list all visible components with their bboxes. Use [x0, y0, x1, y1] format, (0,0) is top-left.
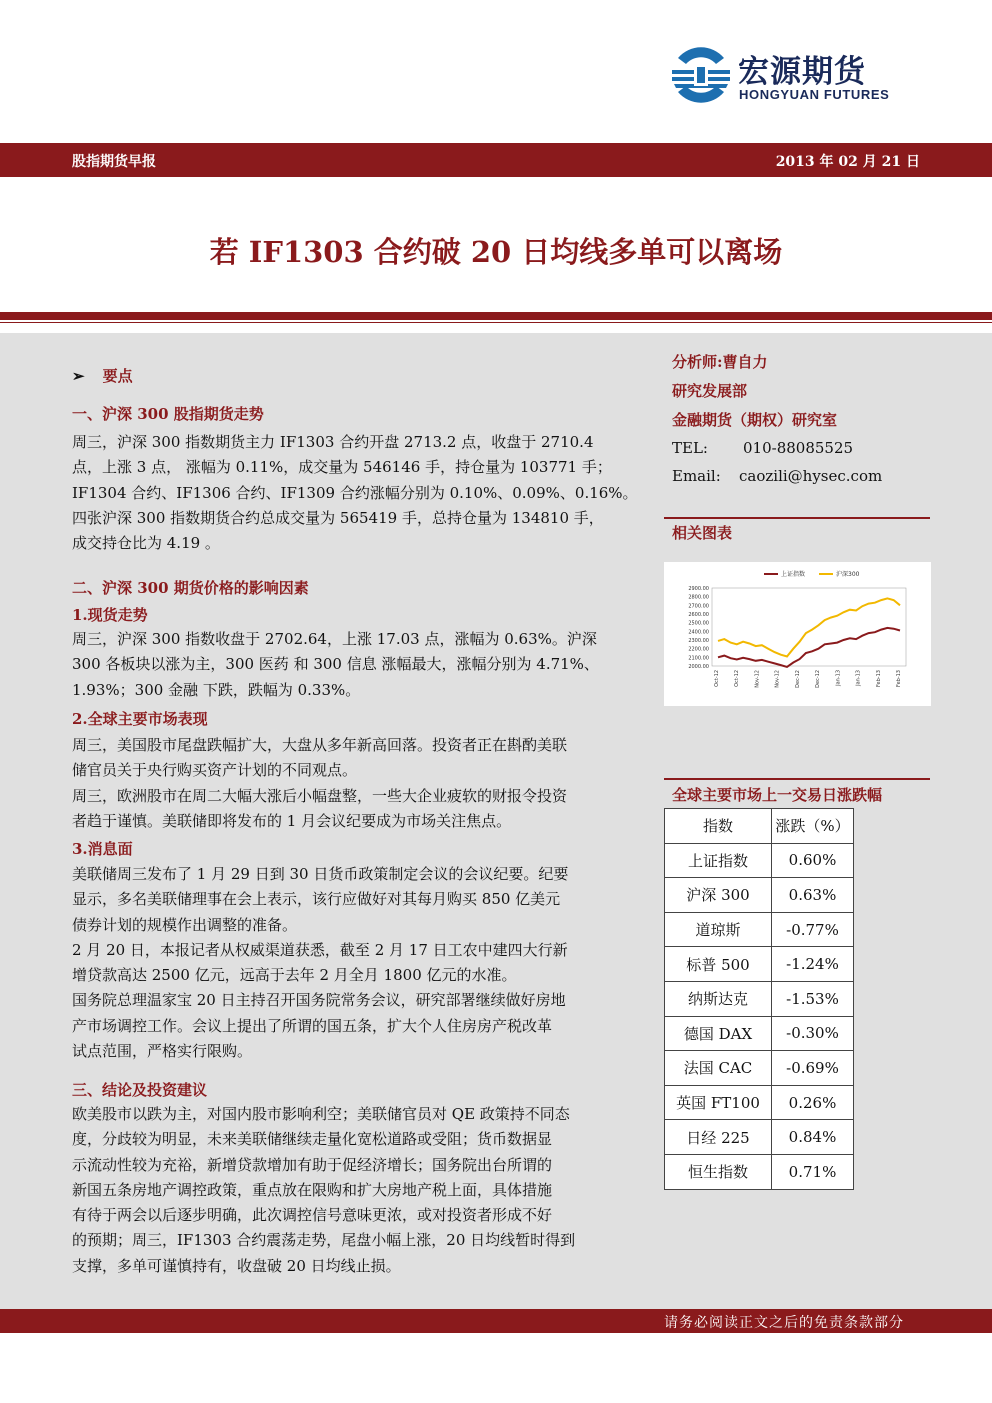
- table-row: [665, 1051, 854, 1086]
- disclaimer-text: 请务必阅读正文之后的免责条款部分: [664, 1315, 904, 1331]
- body-line: 示流动性较为充裕，新增贷款增加有助于促经济增长；国务院出台所谓的: [72, 1155, 553, 1174]
- report-type: 股指期货早报: [72, 154, 156, 170]
- table-header-cell: 指数: [665, 809, 772, 844]
- y-tick-label: 2600.00: [688, 612, 709, 618]
- y-tick-label: 2800.00: [688, 594, 709, 601]
- table-header-row: [665, 809, 854, 844]
- arrow-bullet-icon: ➢: [72, 367, 85, 385]
- x-tick-label: Oct-12: [714, 670, 720, 687]
- change-cell: 0.26%: [772, 1085, 854, 1120]
- table-row: [665, 947, 854, 982]
- body-line: 美联储周三发布了 1 月 29 日到 30 日货币政策制定会议的会议纪要。纪要: [72, 865, 569, 883]
- section-2-3-body: [72, 862, 642, 1064]
- change-cell: -0.69%: [772, 1051, 854, 1086]
- body-line: 产市场调控工作。会议上提出了所谓的国五条，扩大个人住房房产税改革: [72, 1016, 553, 1035]
- title-divider-thin: [0, 322, 992, 323]
- change-cell: -1.24%: [772, 947, 854, 982]
- x-tick-label: Dec-12: [815, 670, 822, 688]
- body-line: 的预期；周三，IF1303 合约震荡走势，尾盘小幅上涨，20 日均线暂时得到: [72, 1231, 576, 1250]
- index-name-cell: 沪深 300: [665, 878, 772, 913]
- body-line: 周三，沪深 300 指数收盘于 2702.64，上涨 17.03 点，涨幅为 0.63%。沪深: [72, 630, 597, 648]
- email-value[interactable]: caozili@hysec.com: [739, 467, 883, 485]
- body-line: 试点范围，严格实行限购。: [72, 1042, 253, 1061]
- index-name-cell: 道琼斯: [665, 912, 772, 947]
- body-line: 者趋于谨慎。美联储即将发布的 1 月会议纪要成为市场关注焦点。: [72, 811, 512, 830]
- section-2-1-body: [72, 627, 642, 703]
- index-name-cell: 德国 DAX: [665, 1016, 772, 1051]
- report-header-bar: [0, 143, 992, 177]
- body-line: 增贷款高达 2500 亿元，远高于去年 2 月全月 1800 亿元的水准。: [72, 966, 517, 985]
- body-line: 新国五条房地产调控政策，重点放在限购和扩大房地产税上面，具体措施: [72, 1180, 553, 1199]
- market-section-heading: 全球主要市场上一交易日涨跌幅: [672, 786, 883, 804]
- legend-label: 沪深300: [836, 571, 860, 578]
- change-cell: -0.30%: [772, 1016, 854, 1051]
- table-row: [665, 843, 854, 878]
- x-tick-label: Jan-13: [855, 670, 862, 686]
- tel-row: [672, 439, 854, 457]
- section-3-heading: 三、结论及投资建议: [72, 1081, 208, 1099]
- section-2-heading: 二、沪深 300 期货价格的影响因素: [72, 579, 309, 597]
- chart-section-heading: 相关图表: [672, 524, 733, 542]
- body-line: IF1304 合约、IF1306 合约、IF1309 合约涨幅分别为 0.10%、0.09%、0.16%。: [72, 483, 638, 502]
- x-tick-label: Feb-13: [875, 670, 882, 688]
- key-points-heading: [72, 364, 642, 389]
- y-tick-label: 2200.00: [688, 646, 709, 653]
- index-name-cell: 标普 500: [665, 947, 772, 982]
- email-row: [672, 467, 883, 485]
- index-name-cell: 法国 CAC: [665, 1051, 772, 1086]
- y-tick-label: 2000.00: [688, 664, 709, 670]
- change-cell: -0.77%: [772, 912, 854, 947]
- company-logo: [668, 42, 908, 106]
- section-3-body: [72, 1102, 642, 1279]
- x-tick-label: Oct-12: [734, 670, 741, 687]
- body-line: 支撑，多单可谨慎持有，收盘破 20 日均线止损。: [72, 1256, 401, 1275]
- x-tick-label: Nov-12: [754, 670, 761, 688]
- section-1-heading: 一、沪深 300 股指期货走势: [72, 405, 264, 423]
- body-line: 度，分歧较为明显，未来美联储继续走量化宽松道路或受阻；货币数据显: [72, 1130, 553, 1149]
- table-row: [665, 1085, 854, 1120]
- body-line: 周三，欧洲股市在周二大幅大涨后小幅盘整，一些大企业疲软的财报令投资: [72, 786, 568, 805]
- body-line: 300 各板块以涨为主，300 医药 和 300 信息 涨幅最大，涨幅分别为 4.71%、: [72, 655, 599, 674]
- market-table: [664, 808, 854, 1190]
- chart-section-rule: [664, 517, 930, 519]
- tel-label: TEL:: [672, 439, 708, 457]
- body-line: 1.93%；300 金融 下跌，跌幅为 0.33%。: [72, 680, 361, 699]
- y-tick-label: 2300.00: [688, 638, 709, 644]
- body-line: 欧美股市以跌为主，对国内股市影响利空；美联储官员对 QE 政策持不同态: [72, 1105, 570, 1123]
- x-tick-label: Jan-13: [835, 670, 842, 686]
- key-points-label: 要点: [102, 367, 133, 385]
- section-2-2-heading: 2.全球主要市场表现: [72, 710, 208, 728]
- body-line: 点，上涨 3 点， 涨幅为 0.11%，成交量为 546146 手，持仓量为 103771 手；: [72, 458, 612, 477]
- email-label: Email:: [672, 467, 721, 485]
- footer-bar: [0, 1309, 992, 1333]
- market-section-rule: [664, 778, 930, 780]
- body-line: 债券计划的规模作出调整的准备。: [72, 915, 298, 934]
- index-name-cell: 英国 FT100: [665, 1085, 772, 1120]
- change-cell: 0.71%: [772, 1154, 854, 1189]
- y-tick-label: 2500.00: [688, 620, 709, 627]
- body-line: 周三，沪深 300 指数期货主力 IF1303 合约开盘 2713.2 点，收盘于 2710.4: [72, 433, 594, 451]
- y-tick-label: 2400.00: [688, 629, 709, 636]
- table-row: [665, 878, 854, 913]
- change-cell: 0.60%: [772, 843, 854, 878]
- logo-chinese-name: 宏源期货: [738, 54, 866, 90]
- body-line: 显示，多名美联储理事在会上表示，该行应做好对其每月购买 850 亿美元: [72, 890, 561, 909]
- tel-value: 010-88085525: [743, 439, 854, 457]
- section-2-3-heading: 3.消息面: [72, 840, 133, 858]
- table-row: [665, 1154, 854, 1189]
- y-tick-label: 2700.00: [688, 603, 709, 610]
- body-line: 国务院总理温家宝 20 日主持召开国务院常务会议，研究部署继续做好房地: [72, 991, 566, 1010]
- section-2-1-heading: 1.现货走势: [72, 606, 148, 624]
- chart-svg: [664, 562, 931, 706]
- body-line: 四张沪深 300 指数期货合约总成交量为 565419 手，总持仓量为 134810 手，: [72, 508, 604, 527]
- section-2-2-body: [72, 733, 642, 834]
- analyst-name: 分析师:曹自力: [672, 353, 768, 371]
- table-row: [665, 1120, 854, 1155]
- x-tick-label: Nov-12: [774, 670, 781, 688]
- index-name-cell: 纳斯达克: [665, 981, 772, 1016]
- index-name-cell: 上证指数: [665, 843, 772, 878]
- body-line: 储官员关于央行购买资产计划的不同观点。: [72, 761, 358, 780]
- section-1-body: [72, 430, 642, 556]
- logo-english-name: HONGYUAN FUTURES: [739, 87, 890, 102]
- legend-label: 上证指数: [781, 571, 806, 578]
- main-column: [72, 364, 642, 389]
- index-line-chart: [664, 562, 931, 706]
- index-name-cell: 恒生指数: [665, 1154, 772, 1189]
- plot-area: [712, 588, 906, 666]
- table-row: [665, 1016, 854, 1051]
- body-line: 2 月 20 日，本报记者从权威渠道获悉，截至 2 月 17 日工农中建四大行新: [72, 940, 568, 959]
- table-row: [665, 981, 854, 1016]
- table-header-cell: 涨跌（%）: [772, 809, 854, 844]
- change-cell: 0.84%: [772, 1120, 854, 1155]
- y-tick-label: 2100.00: [688, 655, 709, 662]
- y-tick-label: 2900.00: [688, 586, 709, 592]
- body-line: 有待于两会以后逐步明确，此次调控信号意味更浓，或对投资者形成不好: [72, 1206, 553, 1225]
- change-cell: -1.53%: [772, 981, 854, 1016]
- body-line: 周三，美国股市尾盘跌幅扩大，大盘从多年新高回落。投资者正在斟酌美联: [72, 736, 568, 754]
- change-cell: 0.63%: [772, 878, 854, 913]
- page-title: 若 IF1303 合约破 20 日均线多单可以离场: [209, 235, 783, 269]
- body-line: 成交持仓比为 4.19 。: [72, 534, 220, 553]
- title-divider: [0, 312, 992, 320]
- research-office: 金融期货（期权）研究室: [672, 411, 838, 429]
- x-tick-label: Dec-12: [794, 670, 801, 688]
- report-date: 2013 年 02 月 21 日: [775, 154, 920, 170]
- logo-emblem-icon: [670, 44, 732, 106]
- index-name-cell: 日经 225: [665, 1120, 772, 1155]
- department: 研究发展部: [672, 382, 748, 400]
- table-row: [665, 912, 854, 947]
- x-tick-label: Feb-13: [896, 670, 902, 688]
